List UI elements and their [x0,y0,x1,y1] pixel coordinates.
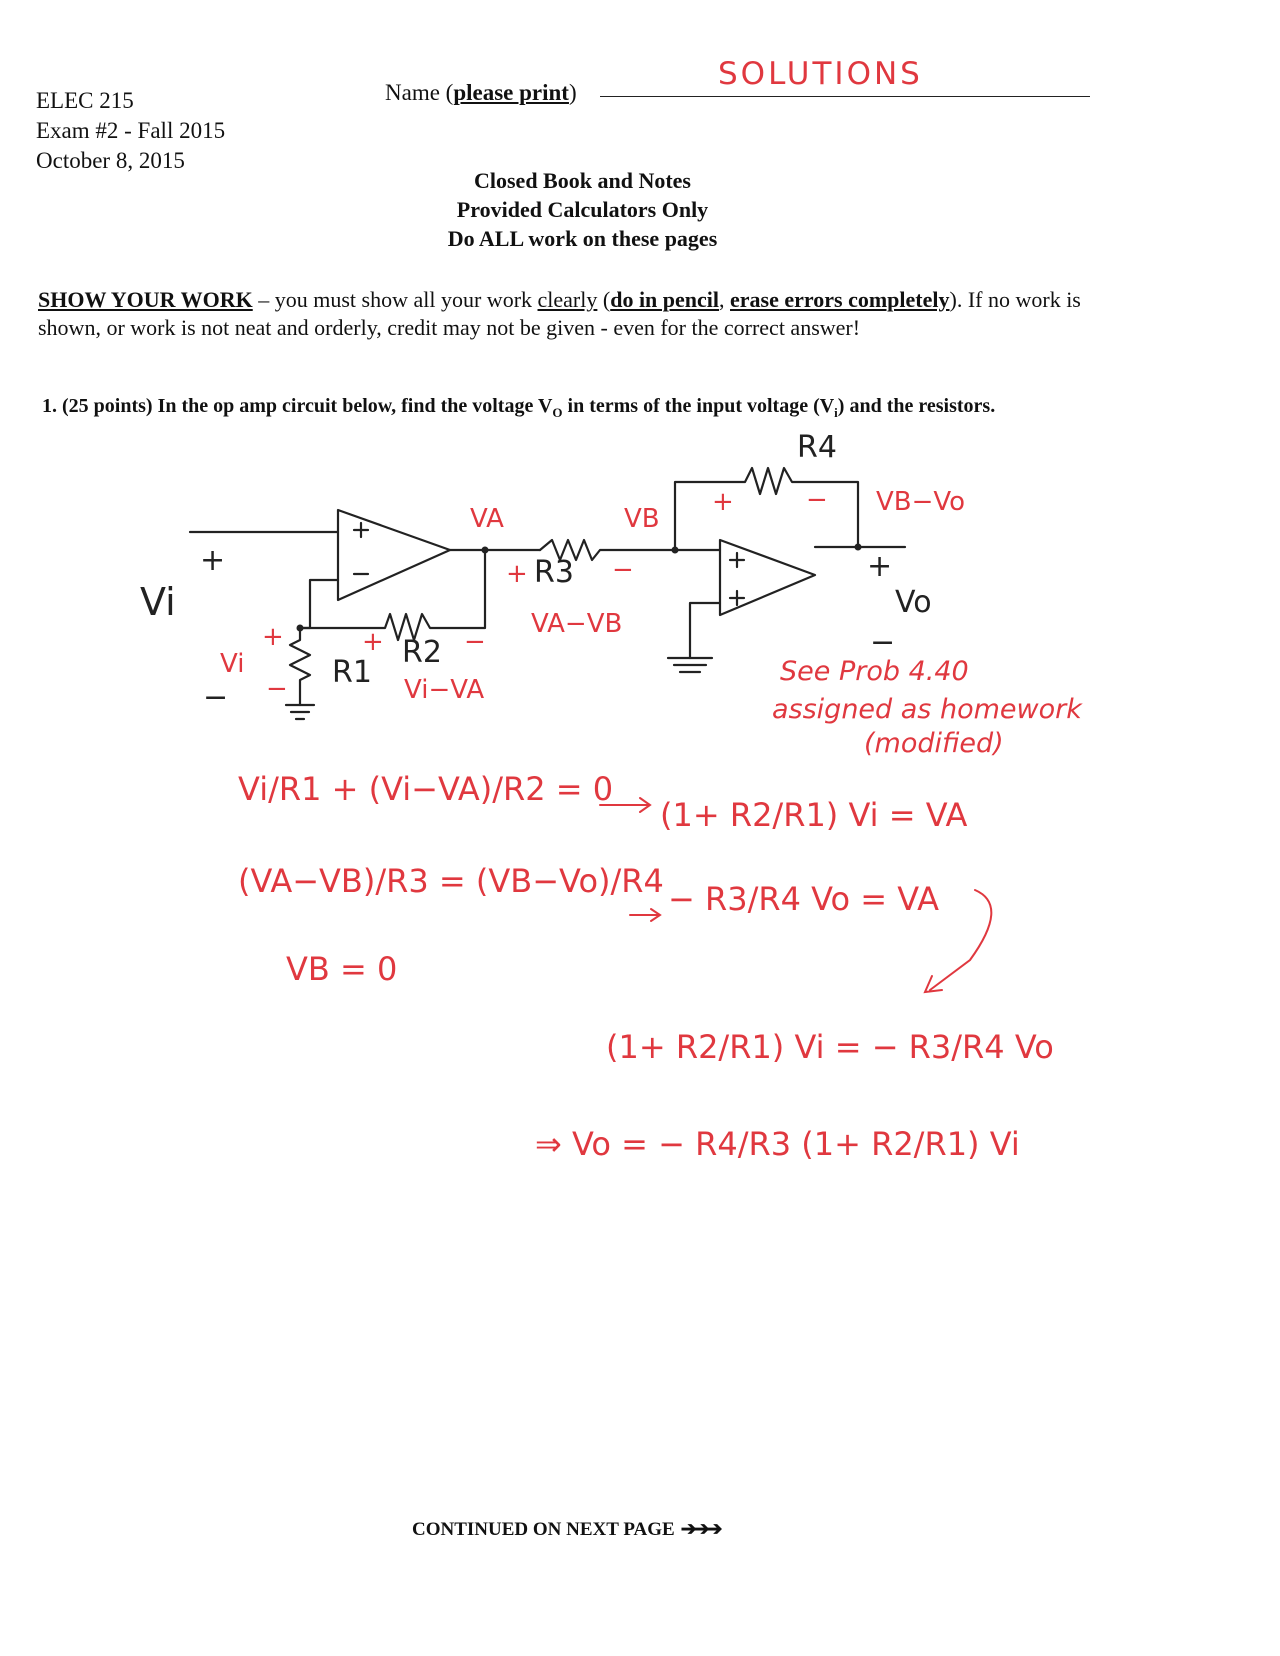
node-vo [855,544,862,551]
resistor-r1 [290,628,310,705]
arrow-2 [630,909,660,921]
label-va: VA [470,504,504,534]
label-r2: R2 [402,635,442,670]
label-r4: R4 [797,430,837,465]
resistor-r2 [300,550,485,640]
vo-plus: + [867,549,893,584]
opamp1-signs [354,523,368,574]
label-r1: R1 [332,655,372,690]
label-vi: Vi [140,580,176,624]
question-1: 1. (25 points) In the op amp circuit below, find the voltage $V_O$ in terms of the input voltage $(V_i)$ and the resistors. [42,395,996,420]
label-vb-vo: VB−Vo [876,487,966,517]
opamp2-signs [730,553,744,605]
show-work-instructions: SHOW YOUR WORK – you must show all your work clearly (do in pencil, erase errors completely). If no work is shown, or work is not neat and orderly, credit may not be given - even for the correct answer! [38,287,1081,340]
opamp2-plus-wire [690,603,720,658]
rule-closed-book: Closed Book and Notes [474,168,691,193]
r3-minus: − [612,555,634,585]
r3-plus: + [506,559,528,589]
r4-minus: − [806,485,828,515]
opamp-1 [338,510,450,600]
label-vi-small: Vi [220,649,245,679]
node-vi [297,625,304,632]
exam-date: October 8, 2015 [36,148,185,173]
please-print: please print [453,80,569,105]
result-va: (1+ R2/R1) Vi = VA [660,796,968,834]
node-va [482,547,489,554]
show-your-work: SHOW YOUR WORK [38,287,253,312]
final-answer: ⇒ Vo = − R4/R3 (1+ R2/R1) Vi [535,1125,1020,1163]
result-vo-va: − R3/R4 Vo = VA [668,880,939,918]
vo-minus: − [870,625,896,660]
label-vi-va: Vi−VA [404,675,485,705]
note-line-1: See Prob 4.40 [780,656,969,687]
label-r3: R3 [534,555,574,590]
exam-title: Exam #2 - Fall 2015 [36,118,226,143]
homework-note [772,656,1083,759]
label-va-vb: VA−VB [531,609,623,639]
vi-plus: + [200,543,226,578]
worked-solution [238,770,1054,1163]
solutions-handwritten: SOLUTIONS [718,56,923,92]
note-line-3: (modified) [864,728,1004,759]
rule-calculators: Provided Calculators Only [456,197,709,222]
equation-vb-zero: VB = 0 [286,950,398,988]
equation-current: (VA−VB)/R3 = (VB−Vo)/R4 [238,862,664,900]
opamp-2 [720,540,815,615]
resistor-r4 [675,468,858,550]
r2-minus: − [464,627,486,657]
vi-minus: − [203,680,229,715]
equation-combined: (1+ R2/R1) Vi = − R3/R4 Vo [606,1028,1054,1066]
ground-1 [286,705,314,719]
continued-footer: CONTINUED ON NEXT PAGE ➔➔➔ [412,1519,720,1540]
label-vb: VB [624,504,660,534]
label-vo: Vo [895,585,932,620]
name-field-label: Name (please print) [385,80,577,105]
r2-plus: + [362,627,384,657]
r1-plus: + [262,622,284,652]
note-line-2: assigned as homework [772,694,1082,725]
arrow-icon: ➔➔➔ [680,1519,720,1540]
r1-minus: − [266,674,288,704]
ground-2 [668,658,712,672]
rule-work-pages: Do ALL work on these pages [447,226,718,251]
node-vb [672,547,679,554]
r4-plus: + [712,487,734,517]
feedback-minus-wire [300,580,338,628]
equation-kcl-node: Vi/R1 + (Vi−VA)/R2 = 0 [238,770,614,808]
course-code: ELEC 215 [36,88,134,113]
